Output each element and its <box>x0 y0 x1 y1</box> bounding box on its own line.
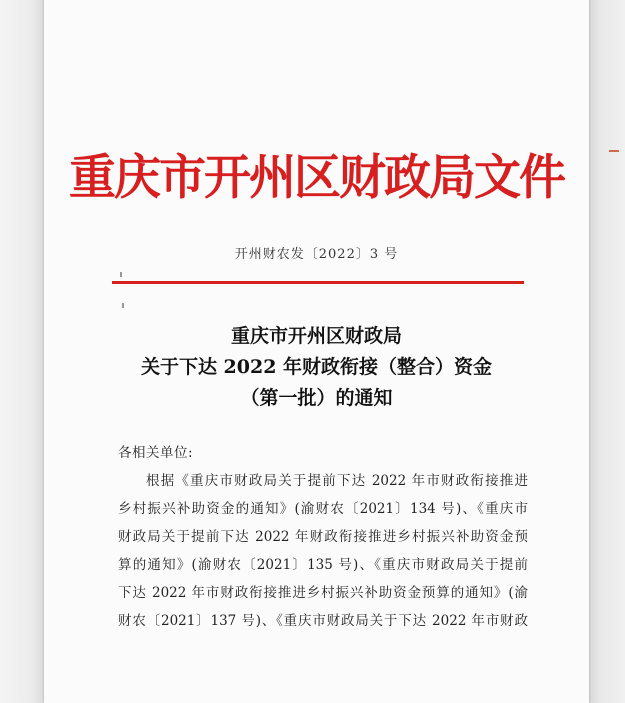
page-left-shadow <box>0 0 44 703</box>
document-page <box>44 0 589 703</box>
notice-title-line2: 关于下达 2022 年财政衔接（整合）资金 <box>140 356 493 378</box>
scan-speck <box>120 272 122 277</box>
scan-speck <box>122 303 124 308</box>
notice-title-line1: 重庆市开州区财政局 <box>230 325 402 347</box>
body-line: 算的通知》(渝财农〔2021〕135 号)、《重庆市财政局关于提前 <box>118 557 528 573</box>
edge-mark <box>609 150 619 152</box>
body-line: 下达 2022 年市财政衔接推进乡村振兴补助资金预算的通知》(渝 <box>118 585 528 601</box>
red-divider <box>112 281 524 284</box>
body-line: 财农〔2021〕137 号)、《重庆市财政局关于下达 2022 年市财政 <box>118 613 528 629</box>
body-line: 财政局关于提前下达 2022 年财政衔接推进乡村振兴补助资金预 <box>118 529 528 545</box>
body-line: 乡村振兴补助资金的通知》(渝财农〔2021〕134 号)、《重庆市 <box>118 501 528 517</box>
document-header-title: 重庆市开州区财政局文件 <box>69 149 564 206</box>
page-right-shadow <box>589 0 625 703</box>
document-number: 开州财农发〔2022〕3 号 <box>234 247 399 262</box>
salutation: 各相关单位: <box>118 445 194 461</box>
body-line: 根据《重庆市财政局关于提前下达 2022 年市财政衔接推进 <box>146 473 528 489</box>
notice-title-line3: （第一批）的通知 <box>240 387 393 409</box>
